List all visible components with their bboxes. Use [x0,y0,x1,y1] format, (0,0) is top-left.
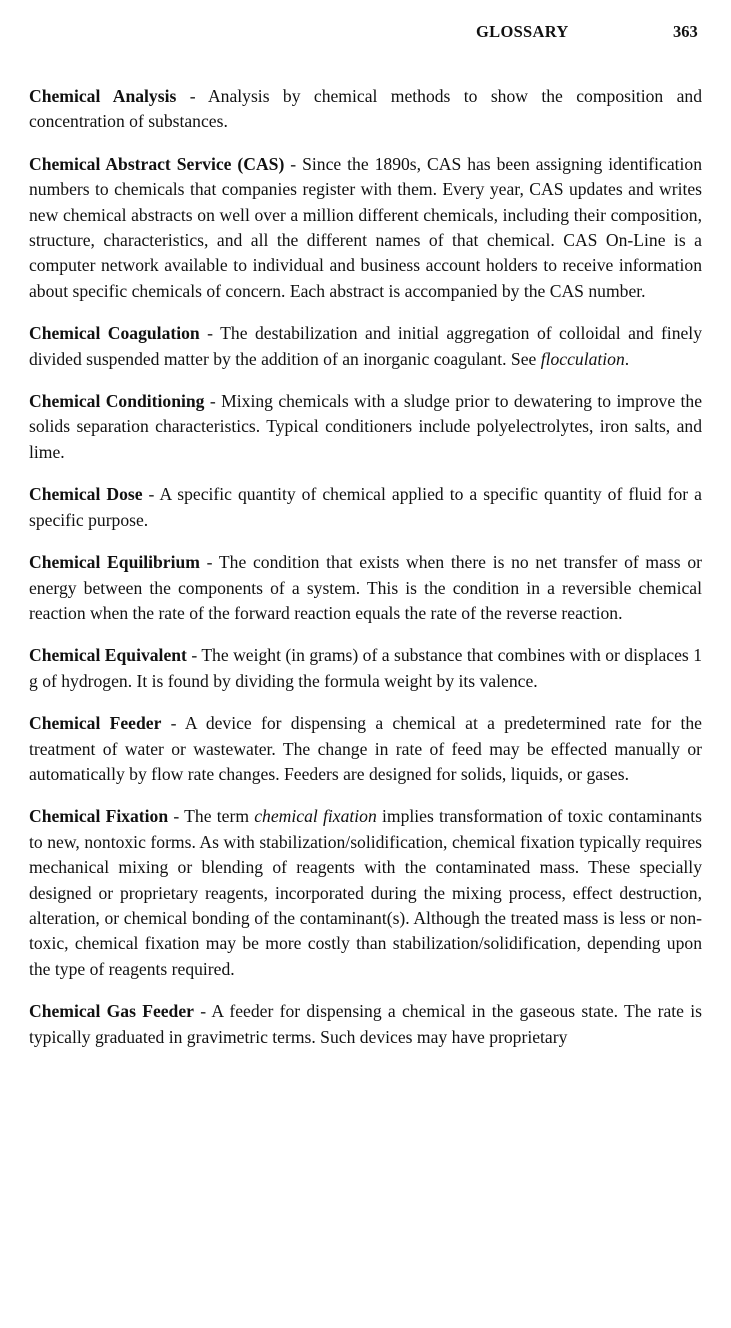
term-separator: - [199,552,219,573]
glossary-definition: A specific quantity of chemical applied to a specific quantity of fluid for a specific purpose. [29,484,702,530]
glossary-definition: A feeder for dispensing a chemical in the gaseous state. The rate is typically graduated in gravimetric terms. Such devices may have proprietary [29,1001,702,1047]
glossary-term: Chemical Equilibrium [29,552,200,573]
term-separator: - [284,153,303,174]
page-number: 363 [673,22,698,41]
glossary-definition: Mixing chemicals with a sludge prior to dewatering to improve the solids separation characteristics. Typical conditioners include polyelectrolytes, iron salts, and lime. [29,391,703,462]
glossary-entry-chemical-dose [29,482,702,533]
glossary-term: Chemical Analysis [29,86,177,106]
glossary-entry-chemical-equivalent [29,643,702,694]
term-separator: - [176,86,208,106]
glossary-term: Chemical Dose [29,484,143,505]
cross-reference: flocculation [540,348,625,369]
glossary-definition: Since the 1890s, CAS has been assigning identification numbers to chemicals that companies register with them. Every year, CAS updates and writes new chemical abstracts on well over a million different chemicals, including their composition, structure, characteristics, and all the different names of that chemical. CAS On-Line is a computer network available to individual and business account holders to receive information about specific chemicals of concern. Each abstract is accompanied by the CAS number. [29,153,703,301]
glossary-entry-chemical-feeder [29,711,702,787]
term-separator: - [161,713,185,734]
glossary-entry-chemical-fixation [29,804,702,982]
glossary-term: Chemical Abstract Service (CAS) [29,153,285,174]
glossary-definition: The condition that exists when there is no net transfer of mass or energy between the components of a system. This is the condition in a reversible chemical reaction when the rate of the forward reaction equals the rate of the reverse reaction. [29,552,702,623]
term-separator: - [199,323,221,344]
glossary-definition: The destabilization and initial aggregation of colloidal and finely divided suspended matter by the addition of an inorganic coagulant. See [29,323,702,369]
glossary-definition: The weight (in grams) of a substance that combines with or displaces 1 g of hydrogen. It is found by dividing the formula weight by its valence. [29,645,702,691]
glossary-definition: implies transformation of toxic contaminants to new, nontoxic forms. As with stabilization/solidification, chemical fixation typically requires mechanical mixing or blending of reagents with the contaminated mass. These specially designed or proprietary reagents, incorporated during the mixing process, effect destruction, alteration, or chemical bonding of the contaminant(s). Although the treated mass is less or non-toxic, chemical fixation may be more costly than stabilization/solidification, depending upon the type of reagents required. [29,806,702,979]
glossary-body [29,84,702,1067]
running-header [0,22,731,46]
glossary-term: Chemical Fixation [29,806,169,827]
term-separator: - [186,645,202,666]
glossary-term: Chemical Gas Feeder [29,1001,194,1022]
glossary-definition: Analysis by chemical methods to show the composition and concentration of substances. [29,86,702,132]
running-title: GLOSSARY [476,22,569,41]
emphasized-term: chemical fixation [254,806,377,827]
glossary-entry-chemical-coagulation [29,321,702,372]
glossary-term: Chemical Coagulation [29,323,200,344]
definition-lead: The term [184,806,255,827]
glossary-entry-chemical-equilibrium [29,550,702,626]
glossary-term: Chemical Conditioning [29,391,205,412]
term-separator: - [142,484,160,505]
definition-end: . [624,348,630,369]
glossary-term: Chemical Feeder [29,713,162,734]
term-separator: - [204,391,222,412]
term-separator: - [193,1001,212,1022]
glossary-definition: A device for dispensing a chemical at a predetermined rate for the treatment of water or wastewater. The change in rate of feed may be effected manually or automatically by flow rate changes. Feeders are designed for solids, liquids, or gases. [29,713,702,784]
glossary-term: Chemical Equivalent [29,645,187,666]
glossary-entry-chemical-analysis [29,84,702,135]
glossary-entry-chemical-conditioning [29,389,702,465]
term-separator: - [168,806,185,827]
glossary-entry-chemical-gas-feeder [29,999,702,1050]
glossary-entry-chemical-abstract-service [29,152,702,304]
